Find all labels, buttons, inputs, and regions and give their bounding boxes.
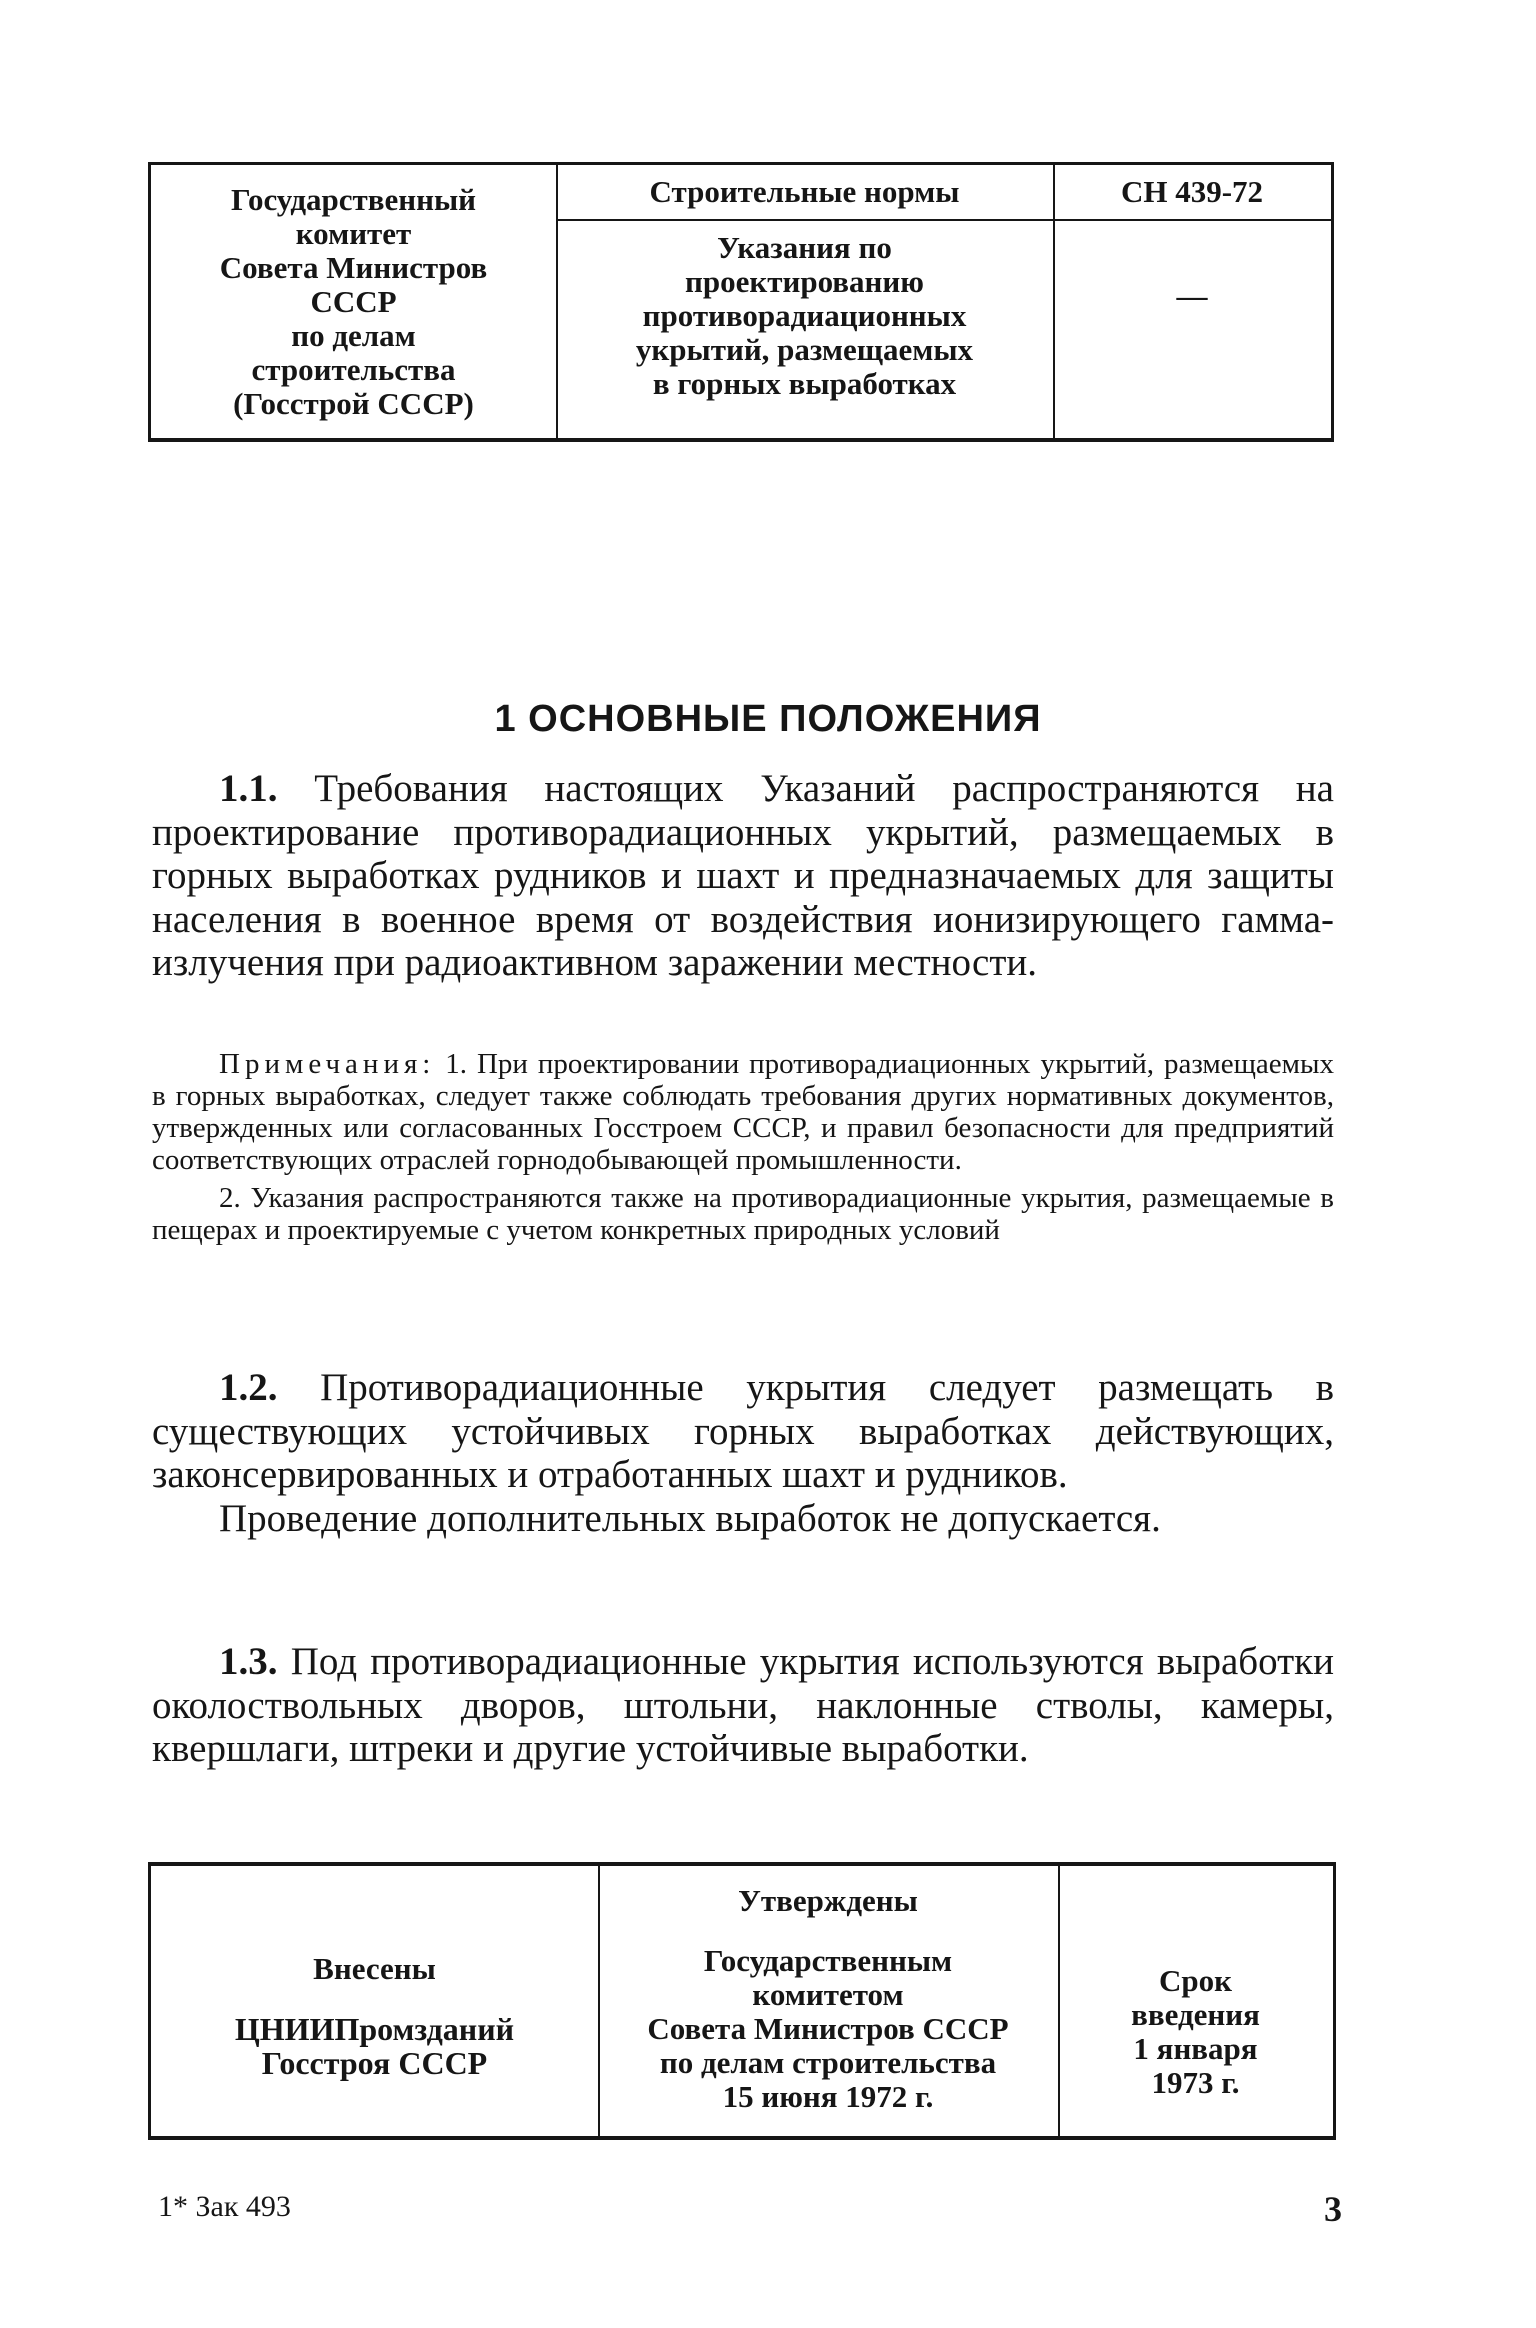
introduced-label: Внесены xyxy=(313,1951,436,1986)
paragraph-1-1-text xyxy=(152,767,1334,985)
paragraph-body: Требования настоящих Указаний распространяются на проектирование противорадиационных укрытий, размещаемых в горных выработках рудников и шахт и предназначаемых для защиты населения в военное время от воздействия ионизирующего гамма-излучения при радиоактивном заражении местности. xyxy=(152,767,1334,984)
notes-label: Примечания: xyxy=(219,1048,436,1080)
header-organization-cell xyxy=(151,165,558,438)
approved-by: Государственным комитетом Совета Министров СССР по делам строительства 15 июня 1972 г. xyxy=(647,1943,1009,2114)
header-code-cell xyxy=(1053,165,1331,438)
paragraph-body: Под противорадиационные укрытия используются выработки околоствольных дворов, штольни, наклонные стволы, камеры, квершлаги, штреки и другие устойчивые выработки. xyxy=(152,1640,1334,1770)
section-heading: 1 ОСНОВНЫЕ ПОЛОЖЕНИЯ xyxy=(494,698,1042,740)
note-1 xyxy=(152,1048,1334,1176)
header-doc-type-cell xyxy=(556,165,1053,221)
approval-table xyxy=(148,1862,1336,2140)
effective-cell xyxy=(1058,1866,1333,2136)
paragraph-body: Противорадиационные укрытия следует размещать в существующих устойчивых горных выработках действующих, законсервированных и отработанных шахт и рудников. xyxy=(152,1366,1334,1496)
header-organization: Государственный комитет Совета Министров СССР по делам строительства (Госстрой СССР) xyxy=(219,182,488,421)
approved-cell xyxy=(598,1866,1060,2136)
header-replaces: — xyxy=(1176,278,1208,313)
paragraph-number: 1.3. xyxy=(219,1640,278,1683)
print-order-note: 1* Зак 493 xyxy=(158,2190,291,2223)
paragraph-1-3 xyxy=(152,1640,1334,1771)
header-table xyxy=(148,162,1334,442)
page-number: 3 xyxy=(1324,2189,1342,2229)
approved-label: Утверждены xyxy=(738,1883,918,1918)
note-2: 2. Указания распространяются также на противорадиационные укрытия, размещаемые в пещерах и проектируемые с учетом конкретных природных условий xyxy=(152,1182,1334,1246)
paragraph-number: 1.2. xyxy=(219,1366,278,1409)
header-doc-type: Строительные нормы xyxy=(649,174,960,209)
header-code: СН 439-72 xyxy=(1120,174,1264,209)
paragraph-1-1 xyxy=(152,767,1334,985)
paragraph-1-2 xyxy=(152,1366,1334,1540)
header-title-cell xyxy=(556,165,1055,438)
paragraph-number: 1.1. xyxy=(219,767,278,810)
introduced-cell xyxy=(151,1866,600,2136)
effective-date: Срок введения 1 января 1973 г. xyxy=(1131,1963,1260,2100)
notes-block xyxy=(152,1048,1334,1246)
introduced-by: ЦНИИПромзданий Госстроя СССР xyxy=(234,2011,515,2081)
header-code-top xyxy=(1053,165,1331,221)
paragraph-1-2-text xyxy=(152,1366,1334,1497)
paragraph-1-3-text xyxy=(152,1640,1334,1771)
header-title: Указания по проектированию противорадиационных укрытий, размещаемых в горных выработках xyxy=(635,230,974,401)
note-1-text: 1. При проектировании противорадиационных укрытий, размещаемых в горных выработках, следует также соблюдать требования других нормативных документов, утвержденных или согласованных Госстроем СССР, и правил безопасности для предприятий соответствующих отраслей горнодобывающей промышленности. xyxy=(152,1048,1334,1176)
paragraph-1-2-text-2: Проведение дополнительных выработок не допускается. xyxy=(219,1496,1161,1540)
